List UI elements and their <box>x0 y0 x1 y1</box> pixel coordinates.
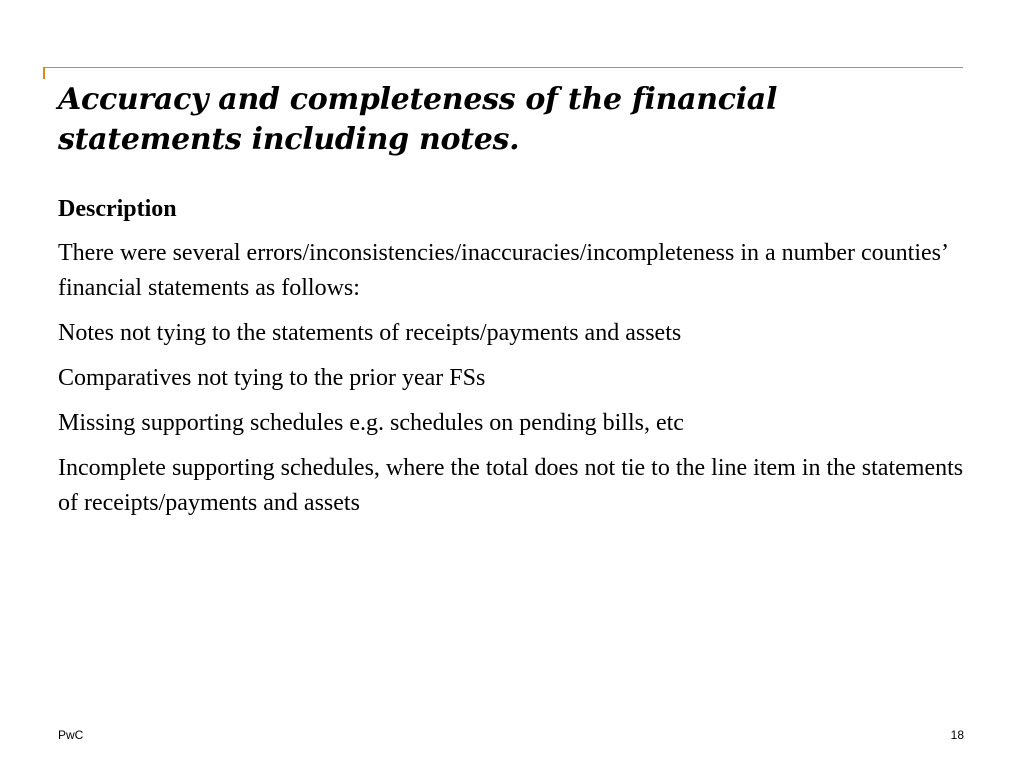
page-number: 18 <box>950 728 964 742</box>
body-paragraph-missing-schedules: Missing supporting schedules e.g. schedules on pending bills, etc <box>58 410 684 436</box>
body-paragraph-incomplete-schedules: Incomplete supporting schedules, where the total does not tie to the line item in the statements of receipts/payments and assets <box>58 455 964 516</box>
accent-corner-tick <box>43 67 45 79</box>
body-paragraph-notes: Notes not tying to the statements of receipts/payments and assets <box>58 320 682 346</box>
body-paragraph-comparatives: Comparatives not tying to the prior year FSs <box>58 365 486 391</box>
accent-divider-line <box>43 67 963 68</box>
slide-body <box>58 192 978 531</box>
section-heading: Description <box>58 196 177 222</box>
footer-brand: PwC <box>58 728 84 742</box>
body-paragraph-intro: There were several errors/inconsistencies/inaccuracies/incompleteness in a number counties’ financial statements as follows: <box>58 240 948 301</box>
slide-title: Accuracy and completeness of the financial statements including notes. <box>58 82 778 157</box>
